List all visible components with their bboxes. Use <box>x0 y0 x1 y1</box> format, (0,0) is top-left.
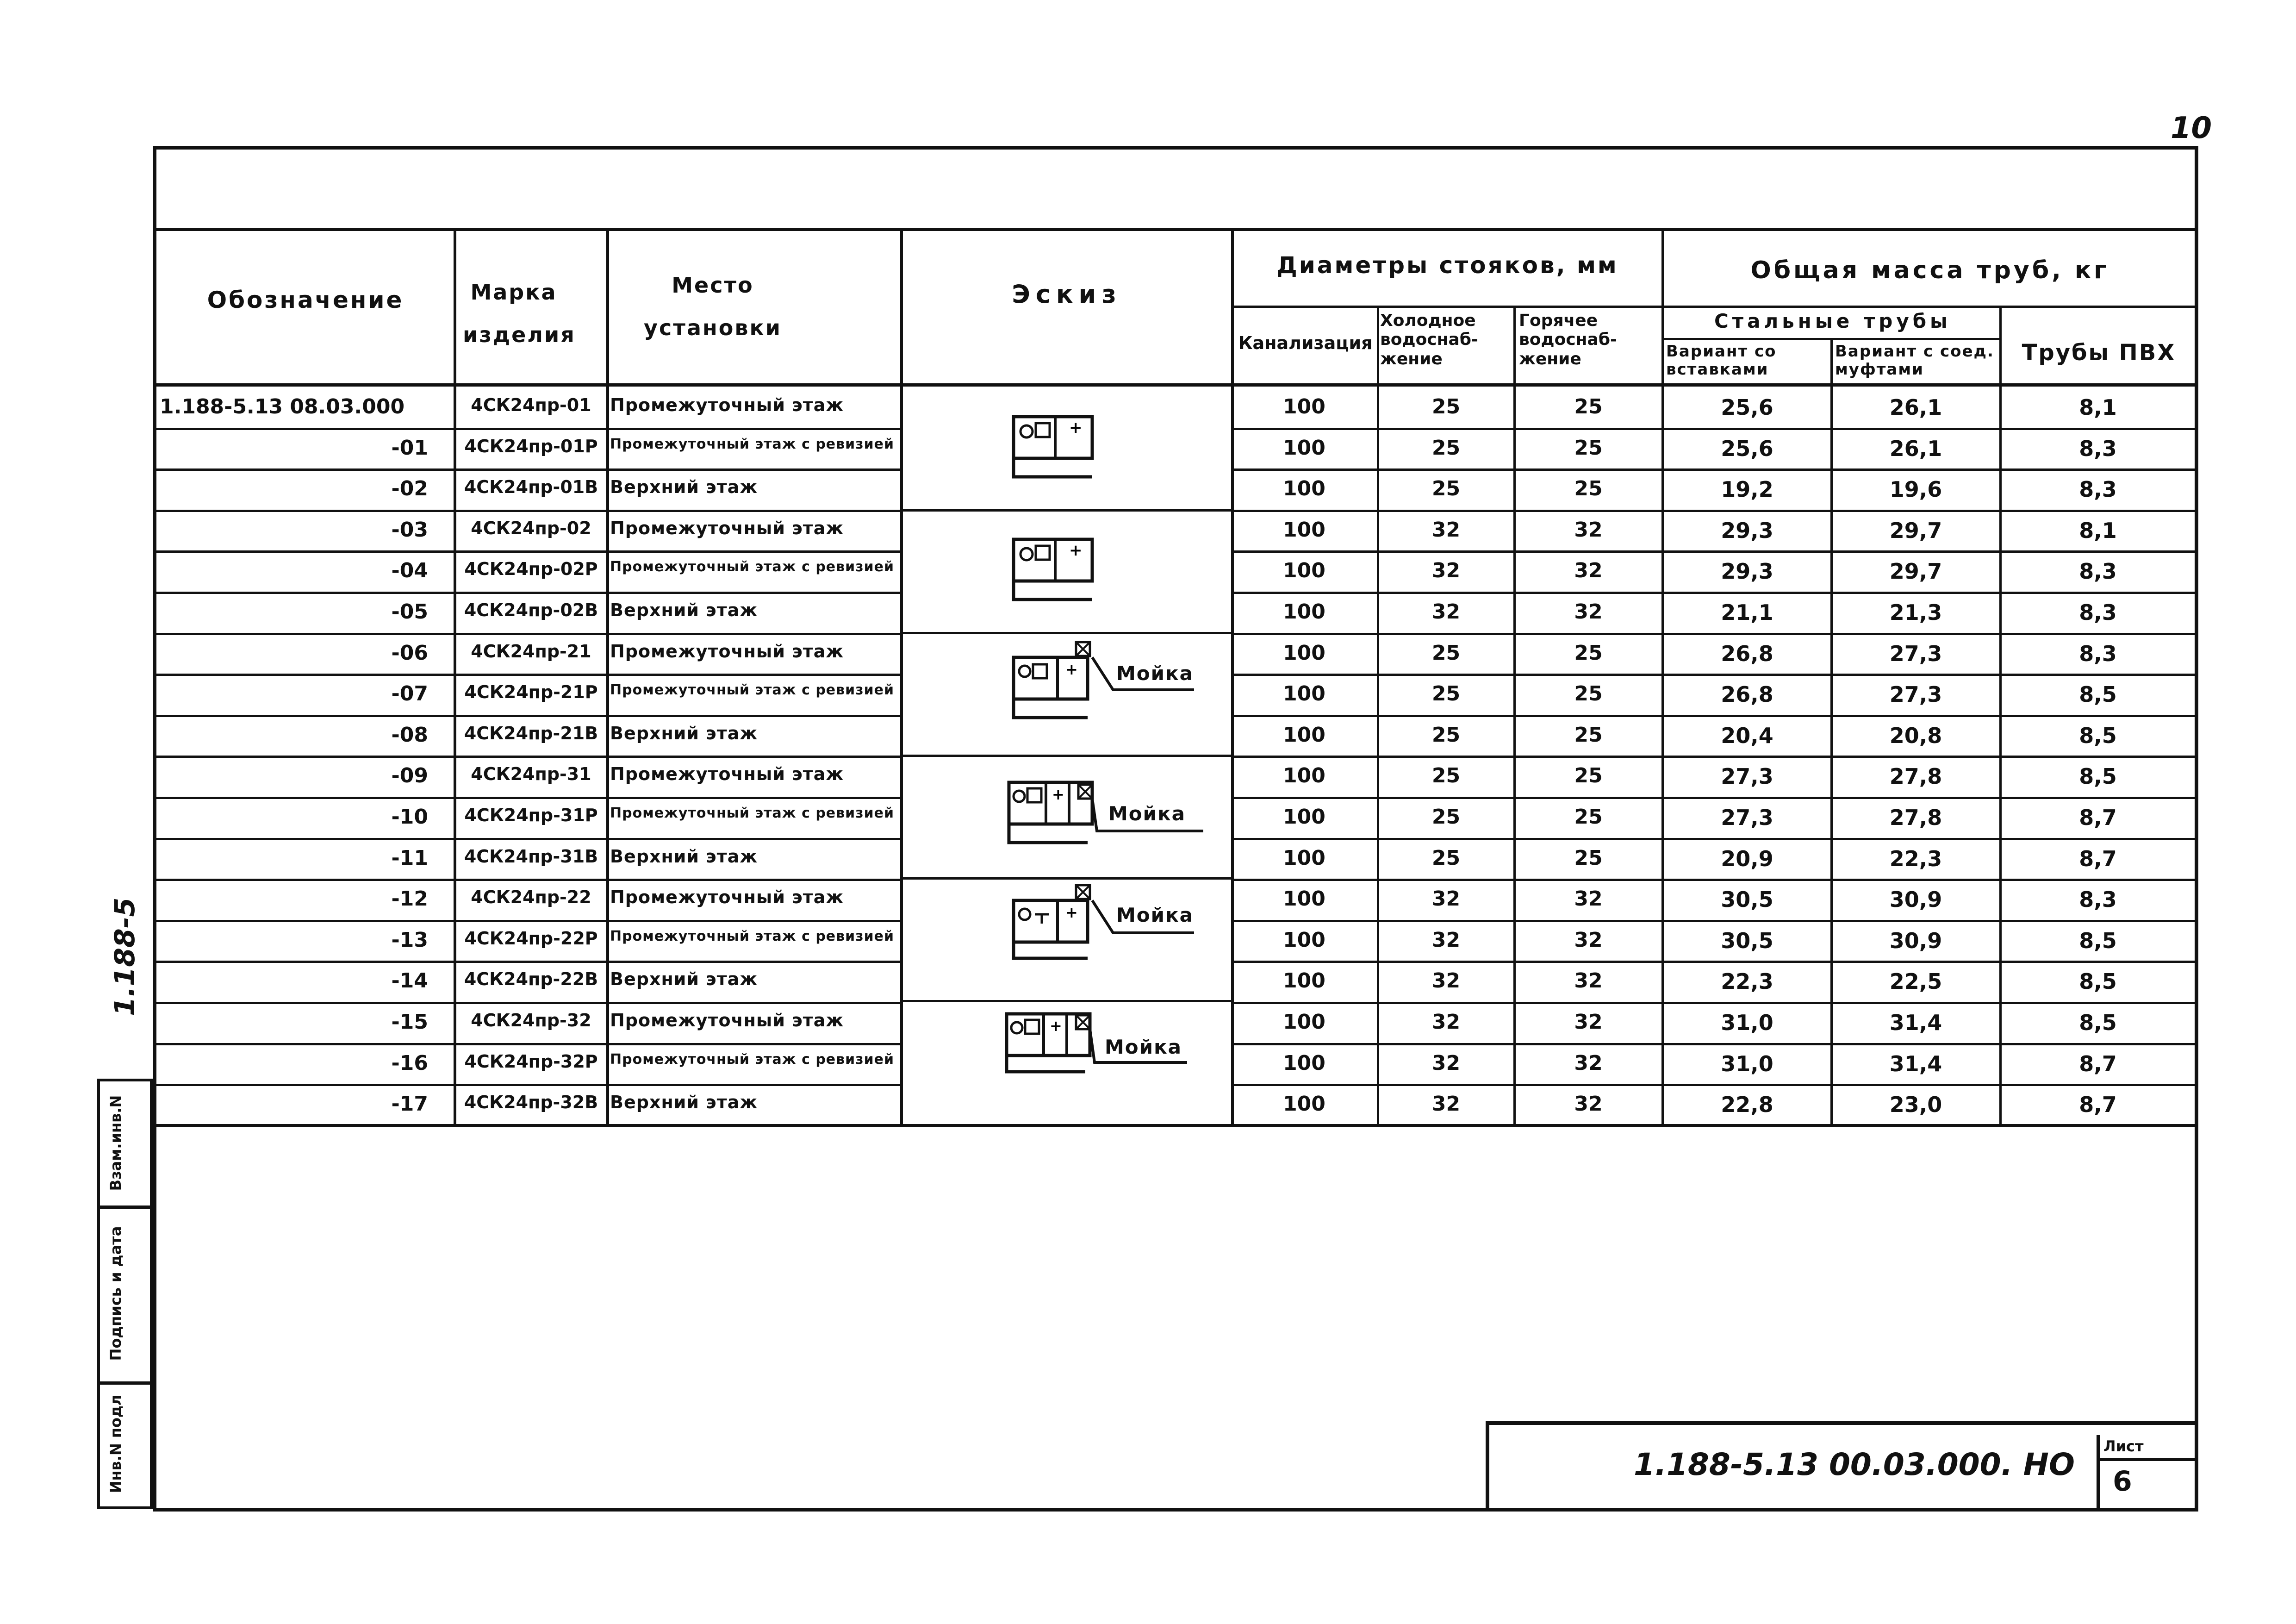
sketch-divider-2 <box>900 632 1233 634</box>
cell-pvc: 8,5 <box>2079 1010 2117 1035</box>
cell-m2: 26,1 <box>1889 436 1942 461</box>
cell-m1: 22,8 <box>1721 1092 1773 1118</box>
row-line <box>1231 550 2196 553</box>
cell-sewer: 100 <box>1283 1051 1325 1075</box>
cell-mark: 4СК24пр-02Р <box>464 559 598 580</box>
cell-hot: 25 <box>1574 641 1603 665</box>
cell-sewer: 100 <box>1283 682 1325 706</box>
row-line <box>1231 633 2196 635</box>
cell-mark: 4СК24пр-22 <box>471 887 591 908</box>
cell-pvc: 8,7 <box>2079 1051 2117 1076</box>
cell-m1: 27,3 <box>1721 764 1773 789</box>
row-line <box>1231 468 2196 471</box>
sketch-3 <box>1009 637 1222 731</box>
cell-pvc: 8,5 <box>2079 764 2117 789</box>
row-line <box>1231 1002 2196 1004</box>
cell-pvc: 8,5 <box>2079 969 2117 994</box>
cell-place: Промежуточный этаж с ревизией <box>610 928 894 944</box>
cell-designation: -10 <box>391 805 428 829</box>
cell-place: Верхний этаж <box>610 477 758 498</box>
cell-sewer: 100 <box>1283 969 1325 993</box>
row-line <box>1231 838 2196 840</box>
cell-m1: 30,5 <box>1721 887 1773 912</box>
row-line <box>1231 1043 2196 1045</box>
cell-cold: 32 <box>1431 559 1461 583</box>
row-line <box>155 510 902 512</box>
cell-pvc: 8,5 <box>2079 682 2117 707</box>
cell-designation: -05 <box>391 600 428 624</box>
cell-sewer: 100 <box>1283 764 1325 788</box>
stamp-code: 1.188-5.13 00.03.000. НО <box>1634 1447 2075 1482</box>
sketch-2 <box>1009 530 1176 615</box>
cell-pvc: 8,1 <box>2079 395 2117 420</box>
cell-place: Промежуточный этаж <box>610 887 844 908</box>
cell-cold: 25 <box>1431 641 1461 665</box>
cell-m1: 29,3 <box>1721 559 1773 584</box>
row-line <box>155 797 902 799</box>
side-box-sign <box>97 1206 153 1384</box>
cell-place: Промежуточный этаж с ревизией <box>610 1051 894 1068</box>
header-pvc: Трубы ПВХ <box>2022 340 2176 366</box>
side-box-inv <box>97 1382 153 1509</box>
cell-cold: 32 <box>1431 1010 1461 1034</box>
cell-m2: 23,0 <box>1889 1092 1942 1118</box>
cell-m2: 20,8 <box>1889 723 1942 748</box>
cell-hot: 25 <box>1574 764 1603 788</box>
cell-cold: 25 <box>1431 682 1461 706</box>
cell-sewer: 100 <box>1283 641 1325 665</box>
cell-m1: 31,0 <box>1721 1051 1773 1076</box>
cell-cold: 32 <box>1431 887 1461 911</box>
cell-place: Промежуточный этаж <box>610 764 844 785</box>
table-bottom-line <box>155 1124 2196 1127</box>
cell-mark: 4СК24пр-32Р <box>464 1051 598 1072</box>
cell-sewer: 100 <box>1283 518 1325 542</box>
header-place: Место установки <box>644 273 782 340</box>
side-code: 1.188-5 <box>109 897 141 1016</box>
cell-place: Верхний этаж <box>610 969 758 990</box>
cell-sewer: 100 <box>1283 928 1325 952</box>
cell-cold: 32 <box>1431 928 1461 952</box>
header-mass: Общая масса труб, кг <box>1750 256 2109 284</box>
header-cold: Холодное водоснаб-жение <box>1380 311 1478 369</box>
cell-pvc: 8,3 <box>2079 436 2117 461</box>
diam-sub-line <box>1231 306 2196 308</box>
row-line <box>1231 510 2196 512</box>
cell-m2: 29,7 <box>1889 559 1942 584</box>
cell-hot: 32 <box>1574 600 1603 624</box>
header-variant-couplings: Вариант с соед. муфтами <box>1835 342 1994 379</box>
cell-cold: 32 <box>1431 1051 1461 1075</box>
row-line <box>1231 1084 2196 1086</box>
cell-pvc: 8,3 <box>2079 600 2117 625</box>
side-field-inv: Инв.N подл <box>107 1394 124 1493</box>
col-line-8 <box>1830 338 1833 1126</box>
header-mark: Марка изделия <box>463 280 576 347</box>
row-line <box>155 674 902 676</box>
cell-m2: 31,4 <box>1889 1010 1942 1035</box>
cell-m1: 29,3 <box>1721 518 1773 543</box>
cell-designation: -03 <box>391 518 428 542</box>
cell-hot: 25 <box>1574 805 1603 829</box>
side-field-sign: Подпись и дата <box>107 1226 124 1361</box>
cell-hot: 25 <box>1574 477 1603 501</box>
cell-m2: 19,6 <box>1889 477 1942 502</box>
cell-place: Верхний этаж <box>610 846 758 867</box>
row-line <box>155 1043 902 1045</box>
col-line-1 <box>454 228 456 1126</box>
cell-m1: 21,1 <box>1721 600 1773 625</box>
row-line <box>1231 674 2196 676</box>
cell-place: Промежуточный этаж с ревизией <box>610 436 894 452</box>
cell-hot: 32 <box>1574 887 1603 911</box>
cell-m2: 26,1 <box>1889 395 1942 420</box>
cell-m1: 31,0 <box>1721 1010 1773 1035</box>
cell-m2: 27,3 <box>1889 641 1942 666</box>
cell-m2: 22,5 <box>1889 969 1942 994</box>
cell-pvc: 8,5 <box>2079 723 2117 748</box>
cell-designation: -06 <box>391 641 428 665</box>
side-box-replace <box>97 1079 153 1208</box>
cell-pvc: 8,3 <box>2079 559 2117 584</box>
sketch-5 <box>1009 880 1222 974</box>
cell-mark: 4СК24пр-21Р <box>464 682 598 703</box>
cell-designation: -16 <box>391 1051 428 1075</box>
header-steel: Стальные трубы <box>1714 310 1952 332</box>
sketch-3-label: Мойка <box>1116 662 1194 685</box>
cell-pvc: 8,5 <box>2079 928 2117 953</box>
row-line <box>155 1084 902 1086</box>
row-line <box>1231 715 2196 717</box>
row-line <box>155 961 902 963</box>
cell-cold: 25 <box>1431 395 1461 418</box>
cell-m1: 30,5 <box>1721 928 1773 953</box>
cell-pvc: 8,7 <box>2079 1092 2117 1118</box>
row-line <box>155 756 902 758</box>
cell-cold: 25 <box>1431 846 1461 870</box>
cell-m2: 27,8 <box>1889 805 1942 830</box>
cell-place: Верхний этаж <box>610 1092 758 1113</box>
svg-text:+: + <box>1065 904 1078 921</box>
cell-m1: 19,2 <box>1721 477 1773 502</box>
cell-cold: 32 <box>1431 969 1461 993</box>
cell-mark: 4СК24пр-32 <box>471 1010 591 1031</box>
cell-hot: 32 <box>1574 928 1603 952</box>
row-line <box>155 550 902 553</box>
row-line <box>155 428 902 430</box>
row-line <box>155 879 902 881</box>
svg-text:+: + <box>1069 541 1083 560</box>
header-top-line <box>155 228 2196 231</box>
row-line <box>155 592 902 594</box>
cell-place: Верхний этаж <box>610 600 758 620</box>
cell-m2: 29,7 <box>1889 518 1942 543</box>
sketch-1 <box>1009 407 1176 493</box>
cell-hot: 32 <box>1574 1051 1603 1075</box>
sketch-6-label: Мойка <box>1105 1036 1182 1058</box>
cell-cold: 32 <box>1431 1092 1461 1116</box>
svg-text:+: + <box>1052 786 1064 803</box>
cell-mark: 4СК24пр-02 <box>471 518 591 538</box>
cell-m2: 31,4 <box>1889 1051 1942 1076</box>
sketch-2-drawing <box>1009 530 1176 613</box>
row-line <box>1231 797 2196 799</box>
row-line <box>155 920 902 922</box>
cell-designation: -14 <box>391 969 428 993</box>
cell-designation: -15 <box>391 1010 428 1034</box>
cell-cold: 32 <box>1431 518 1461 542</box>
row-line <box>1231 879 2196 881</box>
cell-designation: 1.188-5.13 08.03.000 <box>160 395 405 418</box>
cell-hot: 32 <box>1574 1010 1603 1034</box>
cell-place: Промежуточный этаж с ревизией <box>610 805 894 821</box>
row-line <box>155 1002 902 1004</box>
cell-sewer: 100 <box>1283 887 1325 911</box>
header-diameters: Диаметры стояков, мм <box>1276 252 1618 279</box>
cell-m2: 27,8 <box>1889 764 1942 789</box>
header-hot: Горячее водоснаб-жение <box>1519 311 1617 369</box>
cell-place: Промежуточный этаж <box>610 395 844 415</box>
row-line <box>155 715 902 717</box>
col-line-7 <box>1661 228 1664 1126</box>
cell-m2: 27,3 <box>1889 682 1942 707</box>
cell-cold: 25 <box>1431 477 1461 501</box>
cell-sewer: 100 <box>1283 1092 1325 1116</box>
cell-mark: 4СК24пр-02В <box>464 600 598 620</box>
cell-designation: -02 <box>391 477 428 501</box>
cell-pvc: 8,3 <box>2079 887 2117 912</box>
cell-designation: -08 <box>391 723 428 747</box>
cell-hot: 32 <box>1574 969 1603 993</box>
col-line-3 <box>900 228 903 1126</box>
cell-cold: 25 <box>1431 764 1461 788</box>
cell-pvc: 8,3 <box>2079 477 2117 502</box>
cell-sewer: 100 <box>1283 805 1325 829</box>
cell-place: Промежуточный этаж <box>610 518 844 538</box>
cell-designation: -13 <box>391 928 428 952</box>
cell-mark: 4СК24пр-31Р <box>464 805 598 825</box>
cell-hot: 32 <box>1574 1092 1603 1116</box>
cell-hot: 25 <box>1574 395 1603 418</box>
cell-sewer: 100 <box>1283 477 1325 501</box>
header-variant-inserts: Вариант со вставками <box>1666 342 1777 379</box>
cell-m1: 20,9 <box>1721 846 1773 871</box>
cell-pvc: 8,1 <box>2079 518 2117 543</box>
cell-m2: 22,3 <box>1889 846 1942 871</box>
cell-designation: -09 <box>391 764 428 788</box>
cell-hot: 32 <box>1574 559 1603 583</box>
cell-m1: 25,6 <box>1721 436 1773 461</box>
cell-m2: 21,3 <box>1889 600 1942 625</box>
cell-hot: 25 <box>1574 846 1603 870</box>
cell-sewer: 100 <box>1283 846 1325 870</box>
header-bottom-line <box>155 383 2196 387</box>
cell-pvc: 8,7 <box>2079 846 2117 871</box>
page-number: 10 <box>2171 111 2212 145</box>
cell-hot: 25 <box>1574 723 1603 747</box>
cell-designation: -17 <box>391 1092 428 1116</box>
cell-place: Промежуточный этаж с ревизией <box>610 559 894 575</box>
cell-cold: 25 <box>1431 805 1461 829</box>
stamp-sheet-number: 6 <box>2113 1465 2132 1498</box>
cell-mark: 4СК24пр-22Р <box>464 928 598 949</box>
cell-sewer: 100 <box>1283 723 1325 747</box>
row-line <box>155 468 902 471</box>
row-line <box>155 838 902 840</box>
cell-mark: 4СК24пр-22В <box>464 969 598 990</box>
cell-m1: 26,8 <box>1721 641 1773 666</box>
row-line <box>155 633 902 635</box>
svg-text:+: + <box>1065 661 1078 678</box>
header-sewer: Канализация <box>1238 333 1373 353</box>
cell-place: Верхний этаж <box>610 723 758 743</box>
cell-m1: 26,8 <box>1721 682 1773 707</box>
sketch-1-drawing <box>1009 407 1176 491</box>
sketch-divider-1 <box>900 509 1233 512</box>
cell-m1: 27,3 <box>1721 805 1773 830</box>
cell-mark: 4СК24пр-01 <box>471 395 591 415</box>
cell-m1: 22,3 <box>1721 969 1773 994</box>
cell-sewer: 100 <box>1283 436 1325 460</box>
row-line <box>1231 756 2196 758</box>
cell-sewer: 100 <box>1283 1010 1325 1034</box>
cell-mark: 4СК24пр-01Р <box>464 436 598 456</box>
cell-hot: 32 <box>1574 518 1603 542</box>
cell-designation: -01 <box>391 436 428 460</box>
cell-mark: 4СК24пр-31 <box>471 764 591 785</box>
cell-hot: 25 <box>1574 682 1603 706</box>
cell-place: Промежуточный этаж с ревизией <box>610 682 894 699</box>
header-sketch: Эскиз <box>1012 280 1122 309</box>
cell-mark: 4СК24пр-01В <box>464 477 598 498</box>
cell-mark: 4СК24пр-21 <box>471 641 591 662</box>
cell-place: Промежуточный этаж <box>610 1010 844 1031</box>
cell-designation: -04 <box>391 559 428 583</box>
svg-text:+: + <box>1069 418 1083 437</box>
sketch-4-label: Мойка <box>1108 802 1186 825</box>
cell-mark: 4СК24пр-31В <box>464 846 598 867</box>
cell-designation: -07 <box>391 682 428 706</box>
cell-m2: 30,9 <box>1889 928 1942 953</box>
svg-text:+: + <box>1050 1017 1062 1035</box>
sketch-6 <box>1002 1002 1215 1097</box>
side-field-replace: Взам.инв.N <box>107 1095 124 1191</box>
cell-sewer: 100 <box>1283 395 1325 418</box>
header-designation: Обозначение <box>207 287 404 313</box>
stamp-sheet-label: Лист <box>2103 1437 2144 1455</box>
cell-designation: -11 <box>391 846 428 870</box>
row-line <box>1231 961 2196 963</box>
cell-cold: 25 <box>1431 436 1461 460</box>
cell-mark: 4СК24пр-21В <box>464 723 598 743</box>
cell-cold: 32 <box>1431 600 1461 624</box>
cell-pvc: 8,3 <box>2079 641 2117 666</box>
cell-cold: 25 <box>1431 723 1461 747</box>
cell-hot: 25 <box>1574 436 1603 460</box>
sketch-4 <box>1004 762 1217 856</box>
col-line-4 <box>1231 228 1234 1126</box>
row-line <box>1231 428 2196 430</box>
sketch-divider-3 <box>900 755 1233 757</box>
cell-sewer: 100 <box>1283 600 1325 624</box>
cell-place: Промежуточный этаж <box>610 641 844 662</box>
cell-pvc: 8,7 <box>2079 805 2117 830</box>
sketch-5-label: Мойка <box>1116 904 1194 926</box>
stamp-sheet-line <box>2097 1458 2198 1461</box>
cell-designation: -12 <box>391 887 428 911</box>
cell-m1: 20,4 <box>1721 723 1773 748</box>
cell-m2: 30,9 <box>1889 887 1942 912</box>
col-line-2 <box>606 228 609 1126</box>
cell-sewer: 100 <box>1283 559 1325 583</box>
cell-mark: 4СК24пр-32В <box>464 1092 598 1113</box>
row-line <box>1231 920 2196 922</box>
stamp-divider <box>2097 1435 2100 1512</box>
row-line <box>1231 592 2196 594</box>
cell-m1: 25,6 <box>1721 395 1773 420</box>
